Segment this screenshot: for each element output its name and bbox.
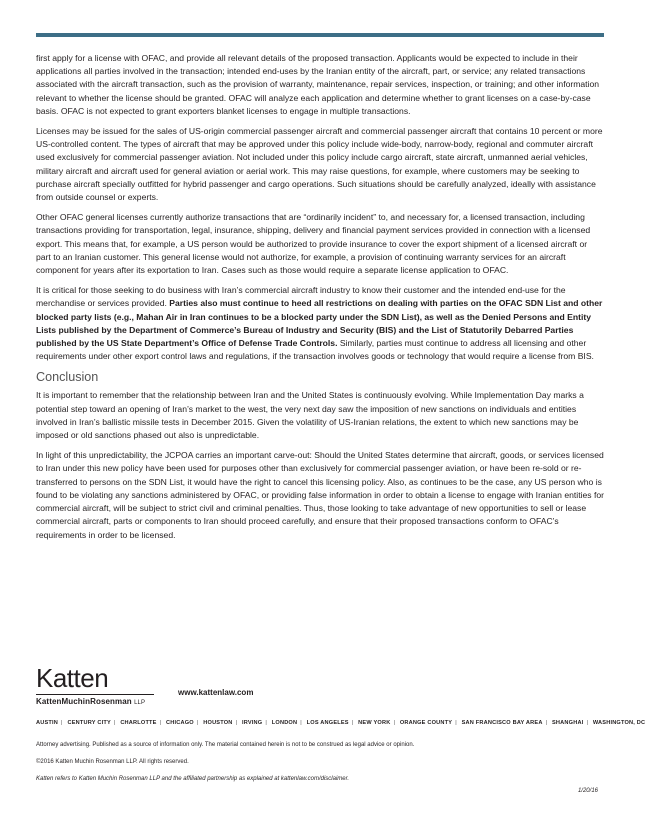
website-link[interactable]: www.kattenlaw.com [178, 688, 254, 697]
paragraph-restrictions [36, 284, 604, 363]
office-item: HOUSTON [203, 720, 233, 726]
office-item: LONDON [271, 720, 298, 726]
document-body [36, 52, 604, 549]
office-item: SAN FRANCISCO BAY AREA [461, 720, 543, 726]
footer [36, 663, 645, 794]
office-item: AUSTIN [36, 720, 59, 726]
top-accent-rule [36, 33, 604, 37]
office-list: AUSTIN | CENTURY CITY | CHARLOTTE | CHICAGO | HOUSTON | IRVING | LONDON | LOS ANGELES | NEW YORK | ORANGE COUNTY | SAN FRANCISCO BAY AREA | SHANGHAI | WASHINGTON, DC [36, 720, 645, 726]
logo-wordmark: Katten [36, 663, 109, 693]
office-item: CHARLOTTE [120, 720, 157, 726]
logo-subtitle [36, 697, 604, 706]
restrictions-bold: Parties also must continue to heed all restrictions on dealing with parties on the OFAC SDN List and other blocked party lists (e.g., Mahan Air in Iran continues to be a blocked party under the SDN List), as well as the Denied Persons and Entity Lists published by the Department of Commerce’s Bureau of Industry and Security (BIS) and the List of Statutorily Debarred Parties published by the US State Department’s Office of Defense Trade Controls. [36, 298, 603, 349]
affiliation-text: Katten refers to Katten Muchin Rosenman LLP and the affiliated partnership as explained at kattenlaw.com/disclaimer. [36, 776, 350, 782]
office-item: SHANGHAI [552, 720, 584, 726]
office-item: IRVING [241, 720, 263, 726]
paragraph-conclusion-2: In light of this unpredictability, the JCPOA carries an important carve-out: Should the United States determine that aircraft, goods, or services licensed to Iran under this new policy have been used for purposes other than exclusively for commercial passenger aviation, or have been re-sold or re-transferred to persons on the SDN List, it would have the right to cancel this licensing policy. Also, as continues to be the case, any US person who is found to be violating any sanctions administered by OFAC, or providing false information in order to obtain a license to engage with Iranian entities for commercial aircraft, will be subject to strict civil and criminal penalties. Thus, those looking to take advantage of new opportunities to sell or lease commercial aircraft, parts or components to Iran should proceed carefully, and ensure that their proposed transactions conform to OFAC’s requirements in order to be licensed. [36, 450, 604, 540]
logo-llp: LLP [134, 700, 146, 706]
office-item: CENTURY CITY [67, 720, 111, 726]
office-item: ORANGE COUNTY [399, 720, 453, 726]
copyright-text: ©2016 Katten Muchin Rosenman LLP. All rights reserved. [36, 759, 189, 765]
katten-logo[interactable] [36, 664, 604, 706]
publication-date: 1/20/16 [577, 788, 598, 794]
office-item: LOS ANGELES [306, 720, 349, 726]
restrictions-outro: Similarly, parties must continue to address all licensing and other requirements under other export control laws and regulations, if the transaction involves goods or technology that would require a license from BIS. [36, 338, 594, 362]
office-item: CHICAGO [166, 720, 194, 726]
restrictions-intro: It is critical for those seeking to do business with Iran’s commercial aircraft industry to know their customer and the intended end-use for the merchandise or services provided. [36, 285, 566, 309]
conclusion-heading: Conclusion [36, 370, 99, 385]
disclaimer-text: Attorney advertising. Published as a source of information only. The material contained herein is not to be construed as legal advice or opinion. [36, 742, 415, 748]
logo-rule [36, 694, 154, 695]
paragraph-general-licenses: Other OFAC general licenses currently authorize transactions that are “ordinarily incident” to, and necessary for, a licensed transaction, including transactions providing for transportation, legal, insurance, shipping, delivery and financial payment services provided in connection with a licensed export. This means that, for example, a US person would be authorized to provide insurance to cover the export shipment of a licensed aircraft or part to an Iranian customer. This general license would not authorize, for example, a provision of continuing warranty services for an aircraft component for years after its exportation to Iran. Cases such as those would require a separate license application to OFAC. [36, 212, 591, 276]
paragraph-conclusion-1: It is important to remember that the relationship between Iran and the United States is continuously evolving. While Implementation Day marks a potential step toward an opening of Iran’s market to the west, the very next day saw the imposition of new sanctions on individuals and entities involved in Iran’s ballistic missile tests in December 2015. Given the volatility of US-Iranian relations, the extent to which new sanctions may be imposed or old sanctions phased out also is unpredictable. [36, 390, 584, 441]
office-item: WASHINGTON, DC [592, 720, 645, 726]
logo-firm-name: KattenMuchinRosenman [36, 697, 132, 706]
paragraph-aircraft-types: Licenses may be issued for the sales of US-origin commercial passenger aircraft and commercial passenger aircraft that contains 10 percent or more US-controlled content. The types of aircraft that may be approved under this policy include wide-body, narrow-body, regional and commuter aircraft used exclusively for commercial passenger aviation. Not included under this policy include cargo aircraft, state aircraft, unmanned aerial vehicles, military aircraft and aircraft used for general aviation or aerial work. This may raise questions, for example, where customers may be seeking to purchase aircraft specially outfitted for hybrid passenger and cargo operations. Such situations should be carefully analyzed, ideally with assistance from outside counsel or experts. [36, 126, 603, 203]
office-item: NEW YORK [358, 720, 391, 726]
paragraph-license-application: first apply for a license with OFAC, and provide all relevant details of the proposed transaction. Applicants would be expected to include in their applications all parties involved in the transaction; intended end-uses by the Iranian entity of the aircraft, part, or service; any related transactions associated with the aircraft transaction, such as the provision of warranty, maintenance, repair services, inspection, or training; and other information relevant to whether the license should be granted. OFAC will analyze each application and determine whether to grant licenses on a case-by-case basis. OFAC is not expected to grant exporters blanket licenses to engage in multiple transactions. [36, 53, 600, 116]
